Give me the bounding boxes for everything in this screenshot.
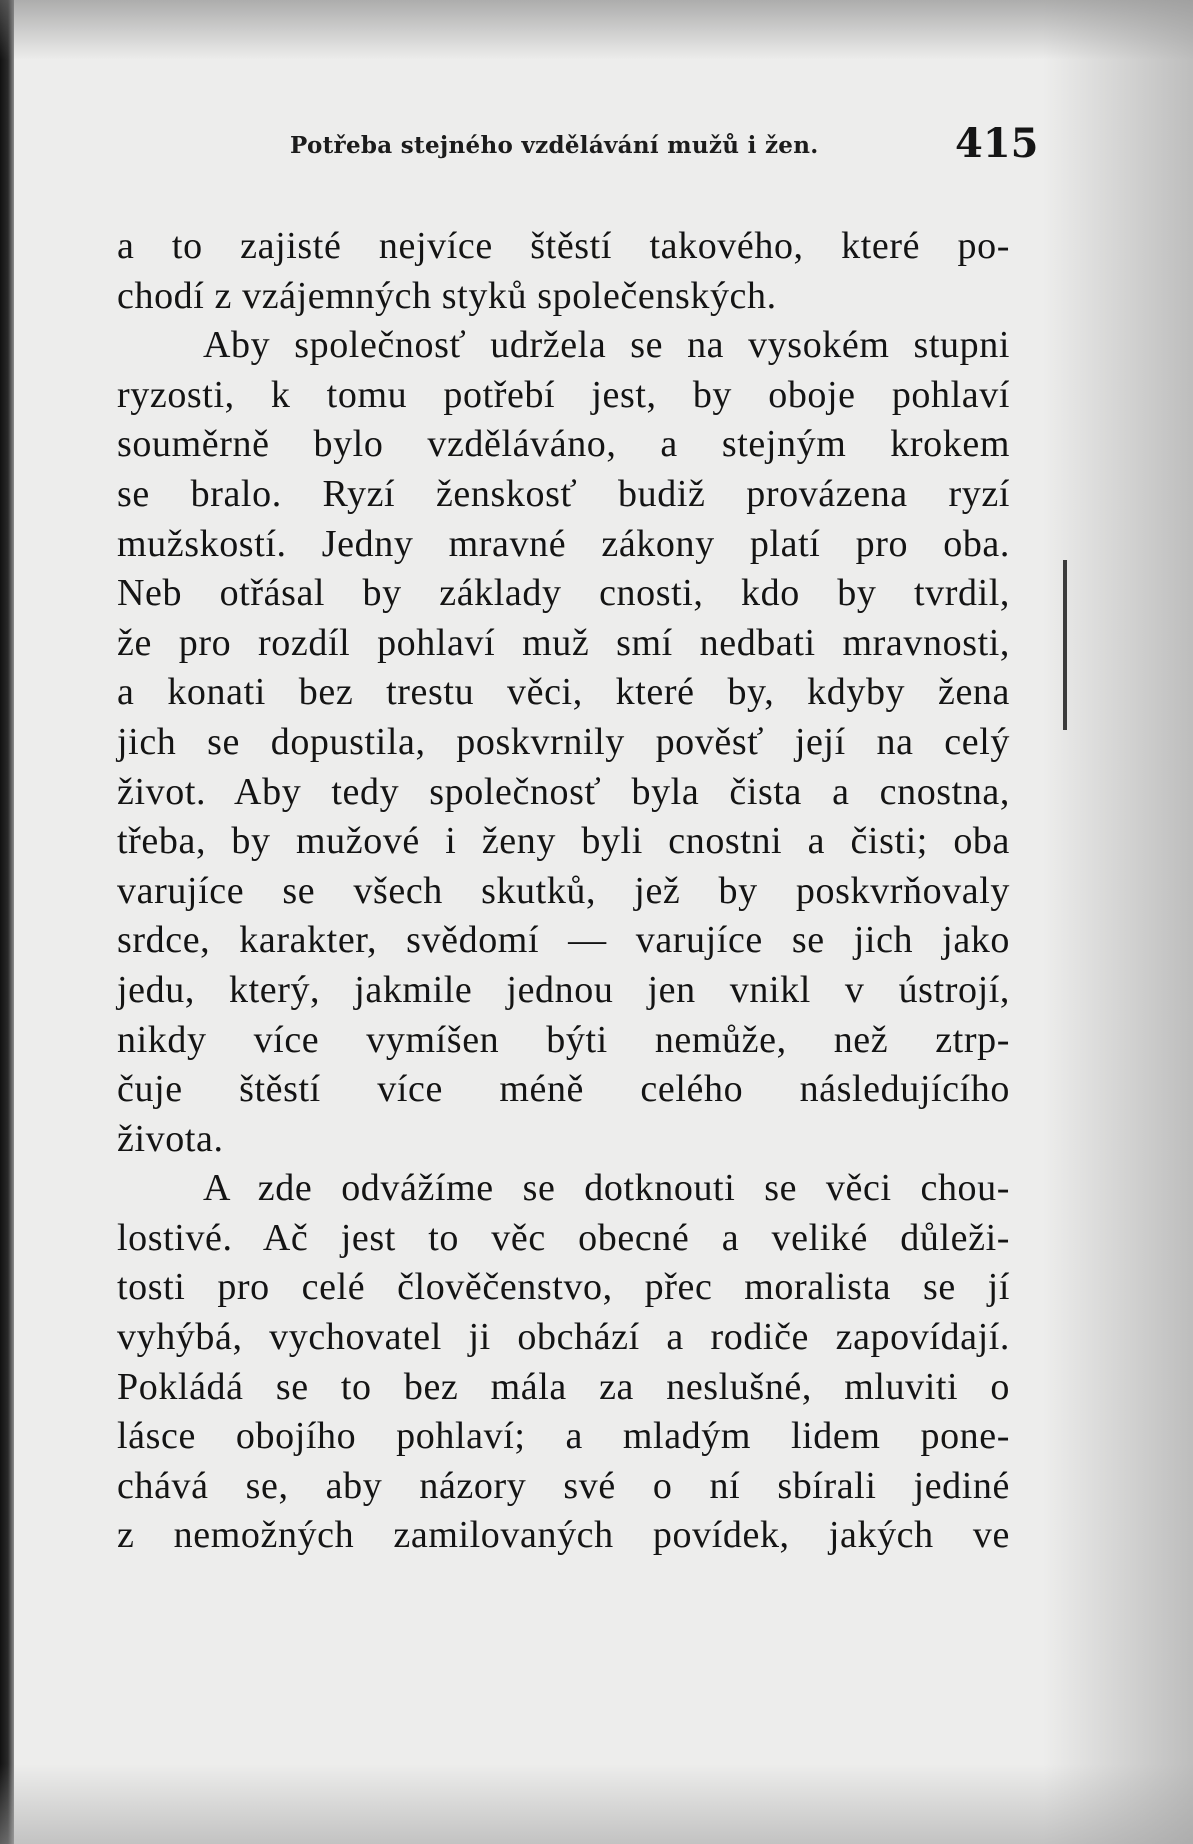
text-line: život. Aby tedy společnosť byla čista a cnostna, bbox=[117, 770, 1010, 813]
text-line: nikdy více vymíšen býti nemůže, než ztrp- bbox=[117, 1018, 1010, 1061]
running-head: Potřeba stejného vzdělávání mužů i žen. bbox=[290, 132, 819, 159]
text-line: vyhýbá, vychovatel ji obchází a rodiče zapovídají. bbox=[117, 1316, 1010, 1359]
text-line: tosti pro celé člověčenstvo, přec moralista se jí bbox=[117, 1266, 1010, 1309]
text-line: Aby společnosť udržela se na vysokém stupni bbox=[203, 324, 1010, 367]
text-line: čuje štěstí více méně celého následujícího bbox=[117, 1068, 1010, 1111]
text-line: třeba, by mužové i ženy byli cnostni a čisti; oba bbox=[117, 820, 1010, 863]
text-line: srdce, karakter, svědomí — varujíce se jich jako bbox=[117, 919, 1010, 962]
text-line: souměrně bylo vzděláváno, a stejným krokem bbox=[117, 423, 1010, 466]
text-line: chodí z vzájemných styků společenských. bbox=[117, 274, 777, 317]
text-line: a konati bez trestu věci, které by, kdyby žena bbox=[117, 671, 1010, 714]
text-line: A zde odvážíme se dotknouti se věci chou- bbox=[203, 1167, 1010, 1210]
text-line: Pokládá se to bez mála za neslušné, mluviti o bbox=[117, 1365, 1010, 1408]
body-text bbox=[117, 222, 1010, 1561]
text-line: ryzosti, k tomu potřebí jest, by oboje pohlaví bbox=[117, 373, 1010, 416]
scan-shadow-bottom bbox=[0, 1764, 1193, 1844]
text-line: jich se dopustila, poskvrnily pověsť její na celý bbox=[117, 720, 1010, 763]
margin-mark bbox=[1063, 560, 1067, 730]
text-line: že pro rozdíl pohlaví muž smí nedbati mravnosti, bbox=[117, 621, 1010, 664]
text-line: jedu, který, jakmile jednou jen vnikl v ústrojí, bbox=[117, 968, 1010, 1011]
scan-shadow-top bbox=[0, 0, 1193, 60]
text-line: chává se, aby názory své o ní sbírali jediné bbox=[117, 1464, 1010, 1507]
page-number: 415 bbox=[955, 120, 1039, 167]
text-line: a to zajisté nejvíce štěstí takového, které po- bbox=[117, 225, 1010, 267]
text-line: Neb otřásal by základy cnosti, kdo by tvrdil, bbox=[117, 572, 1010, 615]
text-line: lostivé. Ač jest to věc obecné a veliké důleži- bbox=[117, 1216, 1010, 1259]
scan-shadow-right bbox=[1043, 0, 1193, 1844]
text-line: mužskostí. Jedny mravné zákony platí pro oba. bbox=[117, 522, 1010, 565]
text-line: lásce obojího pohlaví; a mladým lidem pone- bbox=[117, 1415, 1010, 1458]
text-line: z nemožných zamilovaných povídek, jakých ve bbox=[117, 1514, 1010, 1557]
text-line: varujíce se všech skutků, jež by poskvrňovaly bbox=[117, 869, 1010, 912]
scan-edge-left bbox=[0, 0, 14, 1844]
text-line: života. bbox=[117, 1117, 224, 1160]
text-line: se bralo. Ryzí ženskosť budiž provázena ryzí bbox=[117, 472, 1010, 515]
